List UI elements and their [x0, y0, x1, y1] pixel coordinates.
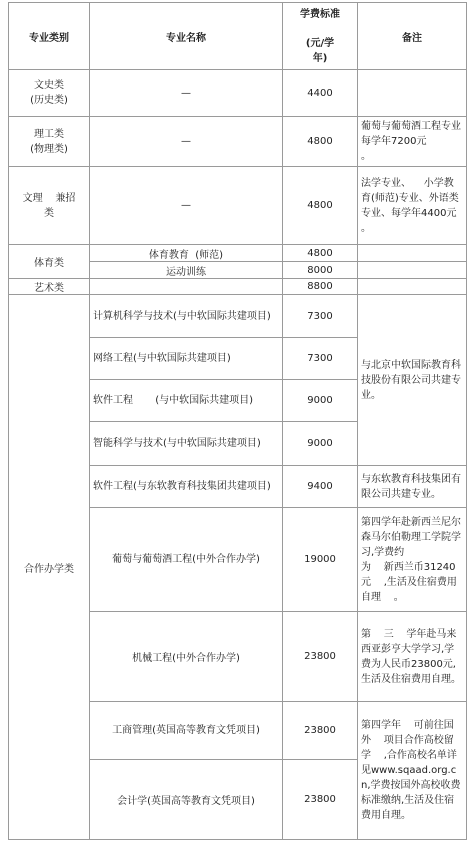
fee-cell: 23800 — [283, 702, 358, 760]
table-row — [9, 117, 467, 167]
header-category: 专业类别 — [9, 3, 90, 70]
fee-cell: 7300 — [283, 295, 358, 338]
header-remark: 备注 — [358, 3, 467, 70]
major-cell: — — [90, 117, 283, 167]
table-row — [9, 167, 467, 245]
table-row — [9, 279, 467, 295]
category-cell: 体育类 — [9, 245, 90, 279]
fee-cell: 9400 — [283, 466, 358, 508]
tuition-fee-table — [8, 2, 470, 840]
major-cell: 运动训练 — [90, 262, 283, 279]
major-cell: — — [90, 167, 283, 245]
fee-cell: 7300 — [283, 338, 358, 380]
category-cell: 合作办学类 — [9, 295, 90, 840]
category-cell: 理工类 (物理类) — [9, 117, 90, 167]
fee-cell: 9000 — [283, 422, 358, 466]
note-cell: 第四学年赴新西兰尼尔森马尔伯勒理工学院学习,学费约 为 新西兰币31240 元 ,生活及住宿费用自理 。 — [358, 508, 467, 612]
fee-cell: 4800 — [283, 167, 358, 245]
note-cell: 法学专业、 小学教育(师范)专业、外语类专业、每学年4400元 。 — [358, 167, 467, 245]
fee-cell: 23800 — [283, 612, 358, 702]
major-cell: 计算机科学与技术(与中软国际共建项目) — [90, 295, 283, 338]
table-row — [9, 70, 467, 117]
major-cell: — — [90, 70, 283, 117]
header-fee-line2: (元/学 — [305, 37, 335, 49]
fee-cell: 9000 — [283, 380, 358, 422]
header-fee-line3: 年) — [312, 52, 328, 64]
note-cell: 第四学年 可前往国外 项目合作高校留学 ,合作高校名单详见www.sqaad.org.cn,学费按国外高校收费标准缴纳,生活及住宿费用自理。 — [358, 702, 467, 840]
note-cell — [358, 279, 467, 295]
major-cell: 软件工程(与东软教育科技集团共建项目) — [90, 466, 283, 508]
major-cell: 网络工程(与中软国际共建项目) — [90, 338, 283, 380]
major-cell: 工商管理(英国高等教育文凭项目) — [90, 702, 283, 760]
major-cell: 会计学(英国高等教育文凭项目) — [90, 760, 283, 840]
fee-cell: 4400 — [283, 70, 358, 117]
note-cell: 葡萄与葡萄酒工程专业每学年7200元 。 — [358, 117, 467, 167]
fee-cell: 4800 — [283, 245, 358, 262]
note-cell: 第 三 学年赴马来西亚彭亨大学学习,学费为人民币23800元,生活及住宿费用自理。 — [358, 612, 467, 702]
note-cell — [358, 262, 467, 279]
major-cell: 智能科学与技术(与中软国际共建项目) — [90, 422, 283, 466]
note-cell — [358, 70, 467, 117]
fee-cell: 4800 — [283, 117, 358, 167]
fee-cell: 8000 — [283, 262, 358, 279]
category-cell: 文理 兼招 类 — [9, 167, 90, 245]
category-cell: 艺术类 — [9, 279, 90, 295]
fee-cell: 23800 — [283, 760, 358, 840]
table-header-row — [9, 3, 467, 70]
header-fee — [283, 3, 358, 70]
major-cell: 葡萄与葡萄酒工程(中外合作办学) — [90, 508, 283, 612]
header-fee-line1: 学费标准 — [300, 8, 340, 20]
note-cell: 与北京中软国际教育科技股份有限公司共建专业。 — [358, 295, 467, 466]
fee-cell: 8800 — [283, 279, 358, 295]
major-cell: 软件工程 (与中软国际共建项目) — [90, 380, 283, 422]
header-major: 专业名称 — [90, 3, 283, 70]
major-cell — [90, 279, 283, 295]
note-cell — [358, 245, 467, 262]
major-cell: 机械工程(中外合作办学) — [90, 612, 283, 702]
table-row — [9, 245, 467, 262]
table-row — [9, 295, 467, 338]
fee-cell: 19000 — [283, 508, 358, 612]
category-cell: 文史类 (历史类) — [9, 70, 90, 117]
major-cell: 体育教育 (师范) — [90, 245, 283, 262]
note-cell: 与东软教育科技集团有限公司共建专业。 — [358, 466, 467, 508]
